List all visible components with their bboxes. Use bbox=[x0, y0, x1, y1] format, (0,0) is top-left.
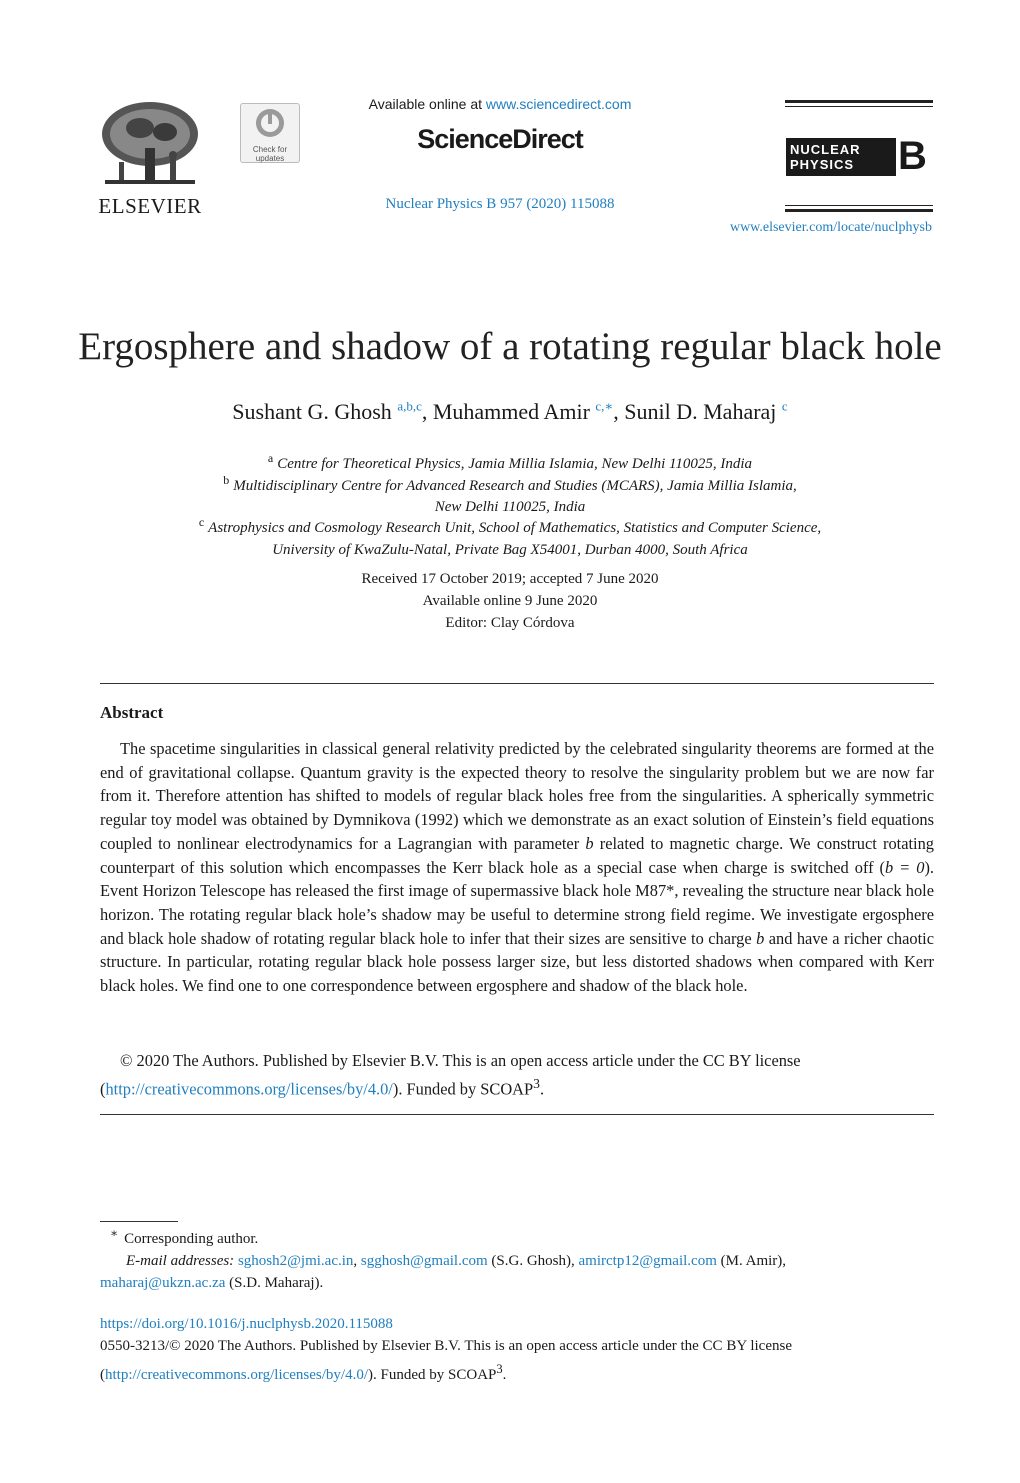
author-affil-marks[interactable]: a,b,c bbox=[397, 398, 422, 414]
email-addresses-cont: maharaj@ukzn.ac.za (S.D. Maharaj). bbox=[100, 1275, 324, 1291]
abstract-body: The spacetime singularities in classical general relativity predicted by the celebrated singularity theorems are formed at the end of gravitational collapse. Quantum gravity is the expected theory to resolve the singularity problem but we are now far from it. Therefore attention has shifted to models of regular black holes free from the singularities. A spherically symmetric regular toy model was obtained by Dymnikova (1992) which we demonstrate as an exact solution of Einstein’s field equations coupled to nonlinear electrodynamics for a Lagrangian with parameter b related to magnetic charge. We construct rotating counterpart of this solution which encompasses the Kerr black hole as a special case when charge is switched off (b = 0). Event Horizon Telescope has released the first image of supermassive black hole M87*, revealing the structure near black hole horizon. The rotating regular black hole’s shadow may be useful to determine strong field regime. We investigate ergosphere and black hole shadow of rotating regular black hole to infer that their sizes are sensitive to charge b and have a richer chaotic structure. In particular, rotating regular black hole possess larger size, but less distorted shadows when compared with Kerr black holes. We find one to one correspondence between ergosphere and shadow of the black hole. bbox=[100, 739, 934, 996]
publisher-name: ELSEVIER bbox=[98, 194, 202, 218]
email-link[interactable]: sgghosh@gmail.com bbox=[360, 1253, 488, 1269]
journal-rule-bottom-thin bbox=[785, 205, 933, 206]
received-date: Received 17 October 2019; accepted 7 June 2020 bbox=[361, 571, 659, 587]
journal-homepage-link[interactable]: www.elsevier.com/locate/nuclphysb bbox=[729, 220, 932, 235]
affiliation: $^a$ Centre for Theoretical Physics, Jamia Millia Islamia, New Delhi 110025, India bbox=[267, 451, 753, 472]
abstract-heading: Abstract bbox=[100, 703, 164, 722]
abstract-rule-bottom bbox=[100, 1114, 934, 1115]
journal-rule-top-thin bbox=[785, 106, 933, 107]
journal-logo-letter: B bbox=[898, 134, 927, 178]
check-updates-icon bbox=[241, 104, 299, 140]
journal-logo-line2: PHYSICS bbox=[790, 157, 855, 172]
author-name: Sushant G. Ghosh bbox=[232, 399, 392, 424]
available-online-line bbox=[300, 96, 700, 112]
journal-logo-line1: NUCLEAR bbox=[790, 142, 861, 157]
editor: Editor: Clay Córdova bbox=[445, 615, 575, 631]
cc-license-link[interactable]: http://creativecommons.org/licenses/by/4.0/ bbox=[105, 1367, 369, 1383]
affiliation: $^b$ Multidisciplinary Centre for Advanced Research and Studies (MCARS), Jamia Millia Islamia, bbox=[223, 473, 797, 494]
journal-rule-bottom bbox=[785, 209, 933, 212]
affiliation: New Delhi 110025, India bbox=[434, 499, 586, 515]
cc-license-link[interactable]: http://creativecommons.org/licenses/by/4.0/ bbox=[105, 1079, 393, 1099]
email-addresses: E-mail addresses: sghosh2@jmi.ac.in, sgghosh@gmail.com (S.G. Ghosh), amirctp12@gmail.com (M. Amir), bbox=[126, 1253, 787, 1269]
check-updates-label: Check for updates bbox=[252, 145, 288, 163]
available-prefix: Available online at bbox=[368, 96, 482, 112]
doi-link[interactable]: https://doi.org/10.1016/j.nuclphysb.2020.115088 bbox=[100, 1316, 393, 1332]
author-affil-marks[interactable]: c bbox=[781, 398, 788, 414]
issn-license-line: (http://creativecommons.org/licenses/by/4.0/). Funded by SCOAP$^3$. bbox=[100, 1362, 507, 1383]
check-for-updates-badge[interactable] bbox=[240, 103, 300, 163]
variable-b: b bbox=[756, 928, 765, 948]
journal-reference[interactable]: Nuclear Physics B 957 (2020) 115088 bbox=[385, 196, 615, 212]
email-link[interactable]: maharaj@ukzn.ac.za bbox=[100, 1275, 226, 1291]
author-list: Sushant G. Ghosh $^{a,b,c}$, Muhammed Amir $^{c,∗}$, Sunil D. Maharaj $^c$ bbox=[232, 398, 788, 424]
email-link[interactable]: sghosh2@jmi.ac.in bbox=[237, 1253, 354, 1269]
journal-rule-top bbox=[785, 100, 933, 103]
available-online-date: Available online 9 June 2020 bbox=[422, 593, 598, 609]
author-affil-marks[interactable]: c,∗ bbox=[595, 398, 614, 414]
journal-logo bbox=[786, 134, 932, 178]
affiliation: University of KwaZulu-Natal, Private Bag X54001, Durban 4000, South Africa bbox=[272, 542, 748, 558]
article-title: Ergosphere and shadow of a rotating regular black hole bbox=[78, 325, 942, 368]
author-name: Sunil D. Maharaj bbox=[624, 399, 777, 424]
abstract-rule-top bbox=[100, 683, 934, 684]
sciencedirect-link[interactable]: www.sciencedirect.com bbox=[485, 96, 632, 112]
elsevier-tree-icon bbox=[95, 98, 205, 190]
b-equals-zero: b = 0 bbox=[885, 857, 925, 877]
email-link[interactable]: amirctp12@gmail.com bbox=[578, 1253, 717, 1269]
elsevier-logo bbox=[95, 98, 205, 190]
sciencedirect-brand: ScienceDirect bbox=[417, 124, 583, 154]
abstract-license-link-line: (http://creativecommons.org/licenses/by/4.0/). Funded by SCOAP$^3$. bbox=[100, 1076, 545, 1099]
issn-copyright: 0550-3213/© 2020 The Authors. Published by Elsevier B.V. This is an open access article under the CC BY license bbox=[100, 1338, 792, 1354]
abstract-license: © 2020 The Authors. Published by Elsevier B.V. This is an open access article under the CC BY license bbox=[120, 1051, 801, 1070]
variable-b: b bbox=[585, 833, 594, 853]
corresponding-author-note: ∗ Corresponding author. bbox=[110, 1226, 259, 1247]
affiliation: $^c$ Astrophysics and Cosmology Research Unit, School of Mathematics, Statistics and Computer Science, bbox=[198, 515, 822, 536]
footnote-rule bbox=[100, 1221, 178, 1222]
author-name: Muhammed Amir bbox=[432, 399, 590, 424]
